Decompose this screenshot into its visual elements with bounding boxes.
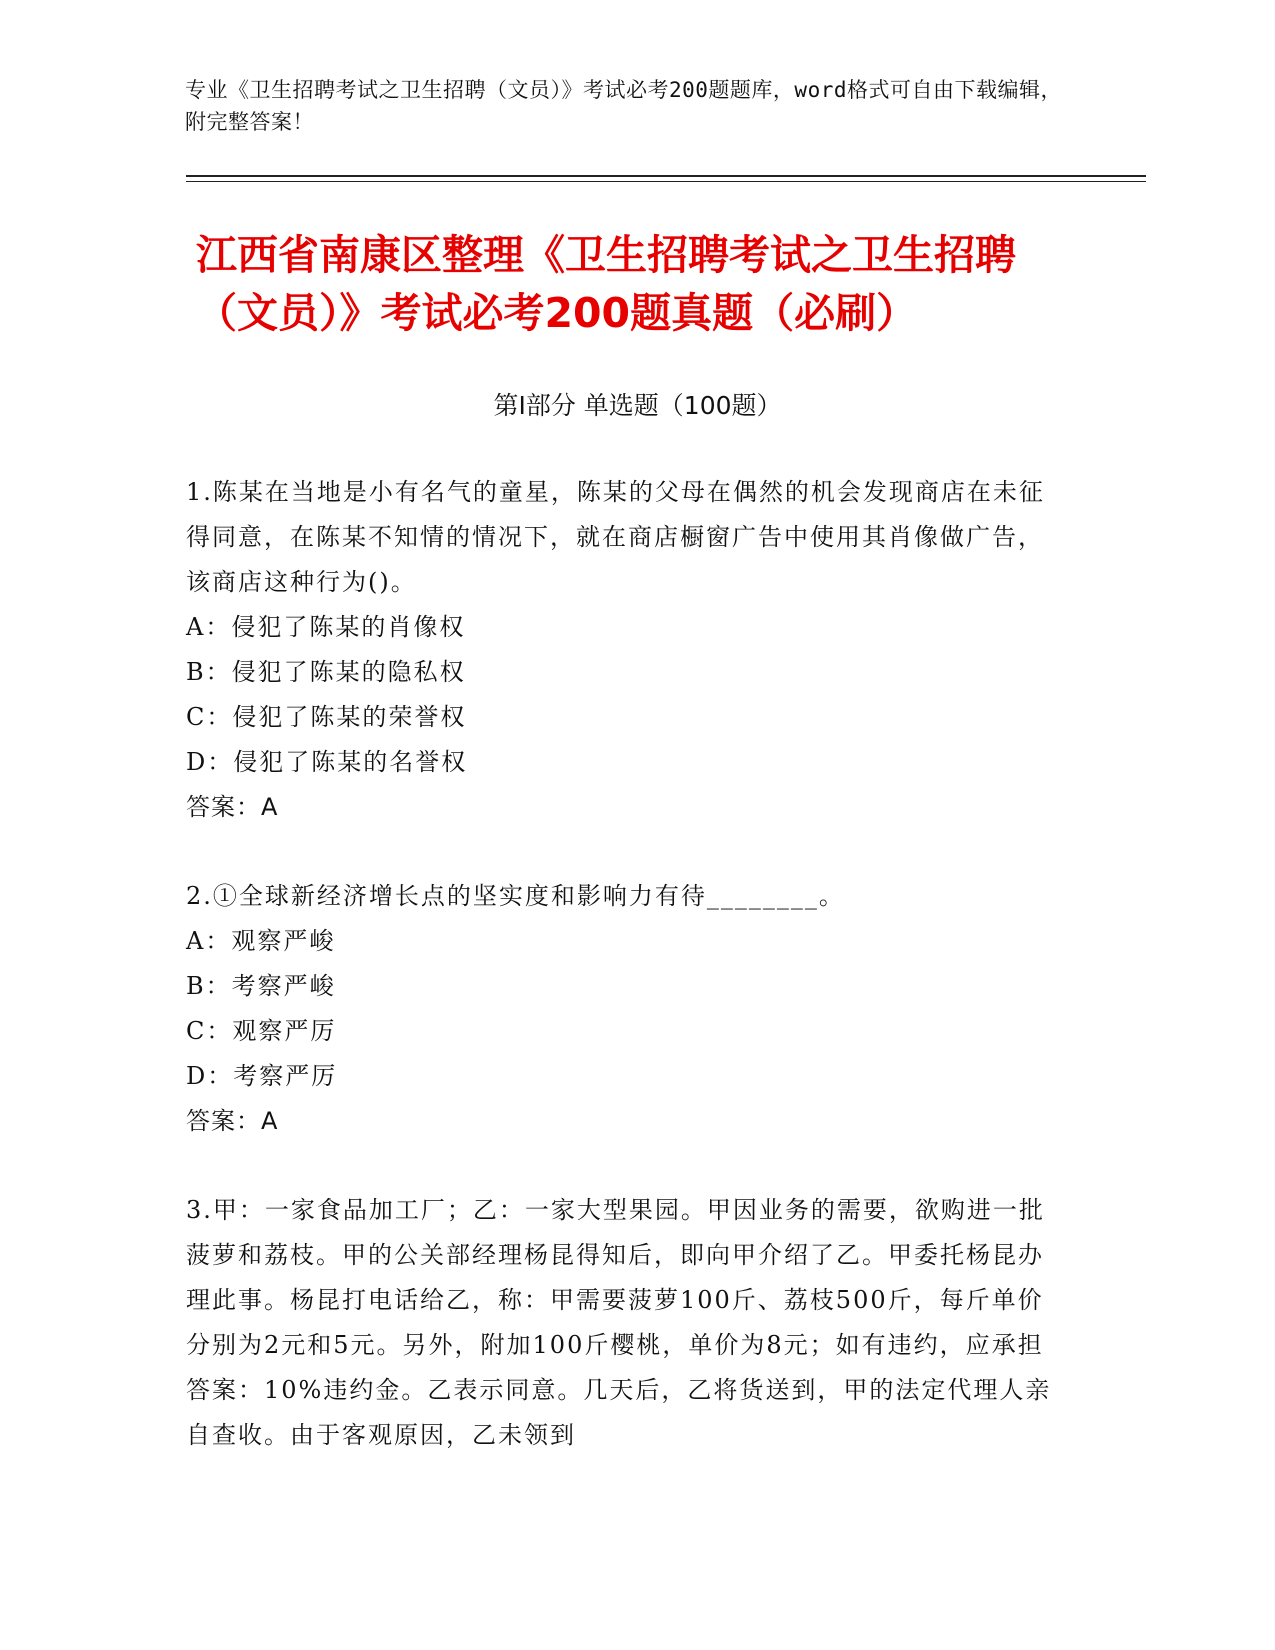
option-c: C：侵犯了陈某的荣誉权 (186, 703, 467, 731)
question-stem: 2.①全球新经济增长点的坚实度和影响力有待________。 (186, 882, 845, 910)
option-b: B：考察严峻 (186, 972, 336, 1000)
question-1 (186, 470, 1066, 830)
header-divider-thick (186, 175, 1146, 177)
option-b: B：侵犯了陈某的隐私权 (186, 658, 466, 686)
answer-line: 答案：A (186, 1107, 279, 1135)
option-d: D：侵犯了陈某的名誉权 (186, 748, 468, 776)
question-stem: 1.陈某在当地是小有名气的童星，陈某的父母在偶然的机会发现商店在未征得同意，在陈某不知情的情况下，就在商店橱窗广告中使用其肖像做广告，该商店这种行为()。 (186, 478, 1045, 596)
question-stem: 3.甲：一家食品加工厂；乙：一家大型果园。甲因业务的需要，欲购进一批菠萝和荔枝。甲的公关部经理杨昆得知后，即向甲介绍了乙。甲委托杨昆办理此事。杨昆打电话给乙，称：甲需要菠萝100斤、荔枝500斤，每斤单价分别为2元和5元。另外，附加100斤樱桃，单价为8元；如有违约，应承担答案：10%违约金。乙表示同意。几天后，乙将货送到，甲的法定代理人亲自查收。由于客观原因，乙未领到 (186, 1196, 1052, 1449)
option-d: D：考察严厉 (186, 1062, 338, 1090)
answer-line: 答案：A (186, 793, 279, 821)
document-title: 江西省南康区整理《卫生招聘考试之卫生招聘（文员）》考试必考200题真题（必刷） (196, 231, 1016, 337)
option-a: A：侵犯了陈某的肖像权 (186, 613, 466, 641)
question-list (186, 470, 1066, 1502)
header-divider-thin (186, 181, 1146, 182)
option-a: A：观察严峻 (186, 927, 336, 955)
option-c: C：观察严厉 (186, 1017, 337, 1045)
question-2 (186, 874, 1066, 1144)
section-heading: 第Ⅰ部分 单选题（100题） (493, 391, 782, 420)
header-note: 专业《卫生招聘考试之卫生招聘（文员）》考试必考200题题库，word格式可自由下载编辑，附完整答案！ (185, 78, 1062, 134)
question-3 (186, 1188, 1066, 1458)
